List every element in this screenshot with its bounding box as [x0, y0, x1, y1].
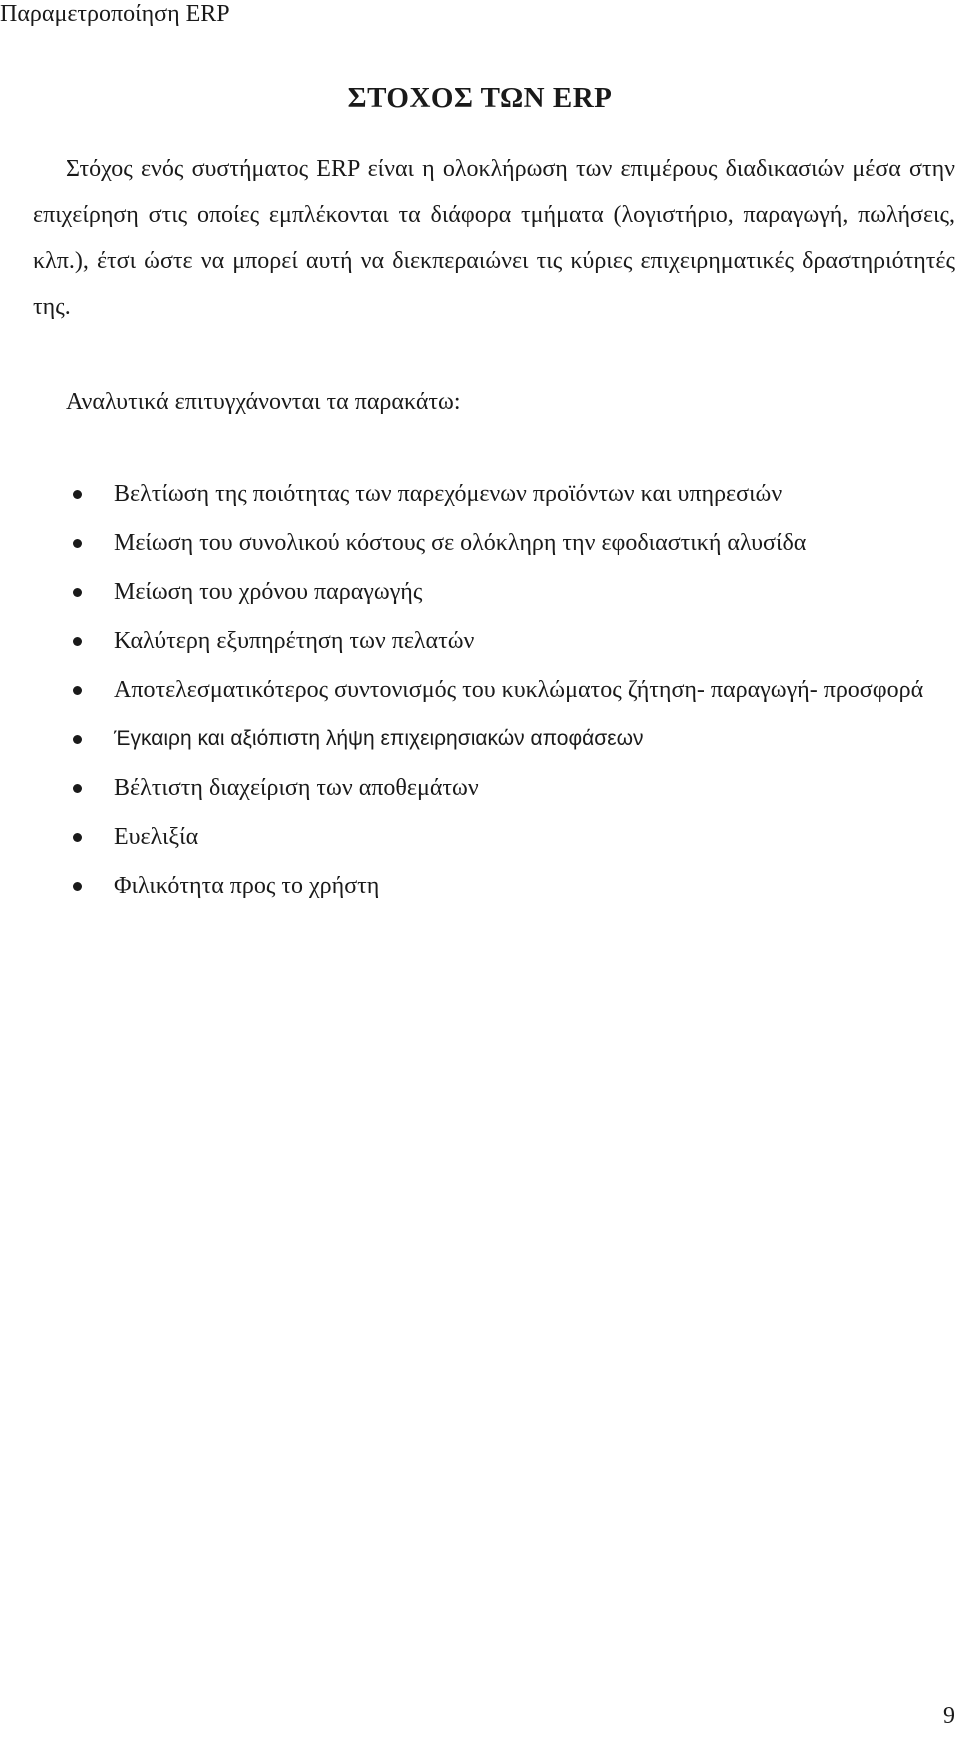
list-item-text: Βελτίωση της ποιότητας των παρεχόμενων προϊόντων και υπηρεσιών	[114, 481, 783, 507]
list-item	[0, 723, 960, 755]
bullet-icon	[73, 833, 82, 842]
list-item	[0, 576, 960, 608]
running-header: Παραμετροποίηση ERP	[0, 1, 230, 27]
list-item	[0, 527, 960, 559]
list-item	[0, 666, 960, 714]
bullet-icon	[73, 637, 82, 646]
list-item	[0, 870, 960, 902]
list-item	[0, 772, 960, 804]
list-item-text: Καλύτερη εξυπηρέτηση των πελατών	[114, 628, 475, 654]
bullet-icon	[73, 539, 82, 548]
list-item-text: Μείωση του χρόνου παραγωγής	[114, 579, 423, 605]
list-item	[0, 821, 960, 853]
list-item	[0, 478, 960, 510]
section-title: ΣΤΟΧΟΣ ΤΩΝ ERP	[347, 82, 613, 114]
list-item-text: Φιλικότητα προς το χρήστη	[114, 873, 380, 899]
list-item-text: Ευελιξία	[114, 824, 199, 850]
bullet-icon	[73, 686, 82, 695]
list-item-text: Βέλτιστη διαχείριση των αποθεμάτων	[114, 775, 479, 801]
bullet-icon	[73, 490, 82, 499]
objectives-list	[0, 478, 960, 919]
bullet-icon	[73, 735, 82, 744]
list-item-text: Έγκαιρη και αξιόπιστη λήψη επιχειρησιακών αποφάσεων	[114, 727, 644, 750]
list-item-text: Αποτελεσματικότερος συντονισμός του κυκλώματος ζήτηση- παραγωγή- προσφορά	[114, 677, 924, 703]
bullet-icon	[73, 784, 82, 793]
bullet-icon	[73, 882, 82, 891]
list-item-text: Μείωση του συνολικού κόστους σε ολόκληρη την εφοδιαστική αλυσίδα	[114, 530, 807, 556]
page-number: 9	[943, 1703, 955, 1729]
intro-paragraph: Στόχος ενός συστήματος ERP είναι η ολοκλήρωση των επιμέρους διαδικασιών μέσα στην επιχείρηση στις οποίες εμπλέκονται τα διάφορα τμήματα (λογιστήριο, παραγωγή, πωλήσεις, κλπ.), έτσι ώστε να μπορεί αυτή να διεκπεραιώνει τις κύριες επιχειρηματικές δραστηριότητές της.	[33, 156, 955, 320]
bullet-icon	[73, 588, 82, 597]
list-item	[0, 625, 960, 657]
lead-sentence: Αναλυτικά επιτυγχάνονται τα παρακάτω:	[66, 389, 461, 415]
